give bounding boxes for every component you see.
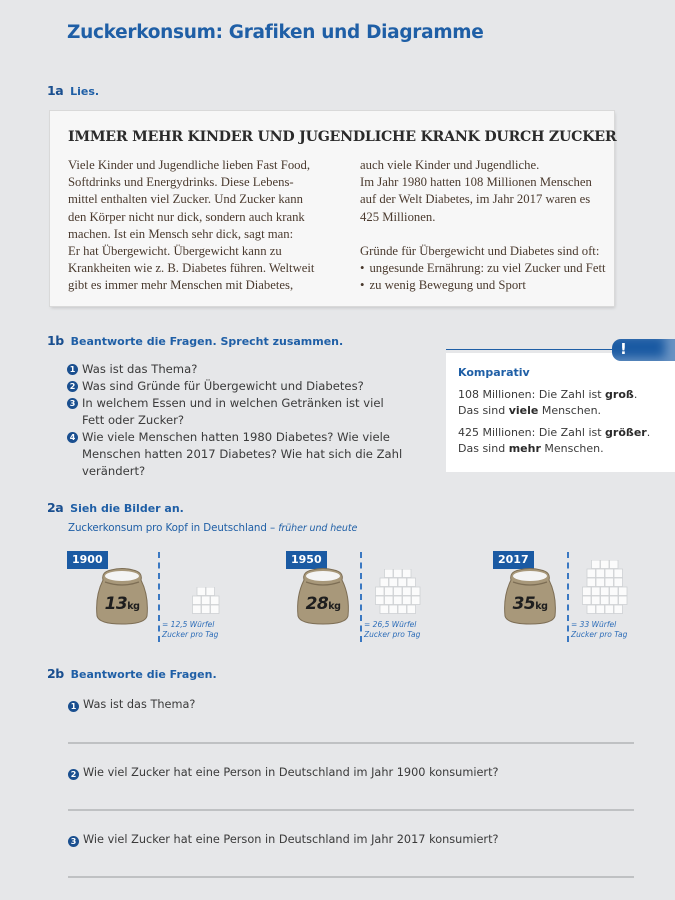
komparativ-title: Komparativ bbox=[458, 366, 530, 379]
reason-item: • zu wenig Bewegung und Sport bbox=[360, 277, 620, 294]
text: . bbox=[646, 426, 651, 439]
sugar-graphic-2017 bbox=[493, 549, 653, 644]
question-item bbox=[68, 766, 499, 780]
question-text: Was ist das Thema? bbox=[82, 362, 198, 376]
article-line: auf der Welt Diabetes, im Jahr 2017 waren es bbox=[360, 192, 591, 207]
sack-unit: kg bbox=[127, 601, 140, 612]
article-line: machen. Ist ein Mensch sehr dick, sagt man: bbox=[68, 226, 294, 241]
year-badge: 2017 bbox=[493, 551, 534, 569]
section-number: 2a bbox=[47, 500, 64, 515]
sugar-sack-icon bbox=[93, 566, 151, 626]
article-line: Viele Kinder und Jugendliche lieben Fast Food, bbox=[68, 158, 311, 172]
cube-caption-line: Zucker pro Tag bbox=[162, 630, 219, 639]
answer-line-3[interactable] bbox=[68, 876, 634, 878]
cube-caption bbox=[364, 620, 420, 640]
article-line: 425 Millionen. bbox=[360, 209, 436, 224]
sack-unit: kg bbox=[328, 601, 341, 612]
komparativ-example-1 bbox=[458, 387, 637, 419]
exclamation-icon bbox=[612, 339, 675, 361]
reasons-intro: Gründe für Übergewicht und Diabetes sind oft: bbox=[360, 243, 600, 258]
sugar-cubes-icon bbox=[368, 569, 428, 624]
sugar-cubes-icon bbox=[166, 587, 226, 624]
article-line: Er hat Übergewicht. Übergewicht kann zu bbox=[68, 244, 282, 259]
question-item bbox=[67, 378, 447, 395]
keyword: groß bbox=[605, 388, 634, 401]
text: Menschen. bbox=[538, 404, 602, 417]
sack-amount: 13 bbox=[104, 594, 128, 614]
question-text: Wie viele Menschen hatten 1980 Diabetes? Wie viele Menschen hatten 2017 Diabetes? Wie hat sich die Zahl verändert? bbox=[82, 430, 403, 478]
article-headline: IMMER MEHR KINDER UND JUGENDLICHE KRANK DURCH ZUCKER bbox=[68, 129, 617, 145]
answer-line-2[interactable] bbox=[68, 809, 634, 811]
question-text: Was sind Gründe für Übergewicht und Diabetes? bbox=[82, 379, 364, 393]
questions-1b bbox=[67, 361, 447, 480]
cube-caption-line: = 33 Würfel bbox=[571, 620, 617, 629]
question-text: Wie viel Zucker hat eine Person in Deutschland im Jahr 1900 konsumiert? bbox=[83, 766, 499, 779]
text: Das sind bbox=[458, 404, 509, 417]
reason-item: • ungesunde Ernährung: zu viel Zucker und Fett bbox=[360, 260, 620, 277]
keyword: viele bbox=[508, 404, 539, 417]
page-title: Zuckerkonsum: Grafiken und Diagramme bbox=[67, 22, 484, 43]
question-number-badge: 3 bbox=[67, 398, 78, 409]
question-number-badge: 1 bbox=[67, 364, 78, 375]
article-line: auch viele Kinder und Jugendliche. bbox=[360, 158, 540, 172]
question-number-badge: 2 bbox=[68, 769, 79, 780]
sack-unit: kg bbox=[535, 601, 548, 612]
sack-amount-label bbox=[501, 594, 559, 614]
text: Das sind bbox=[458, 442, 509, 455]
exclamation-symbol: ! bbox=[620, 340, 627, 358]
sugar-graphic-1900 bbox=[67, 549, 227, 644]
subtitle-main: Zuckerkonsum pro Kopf in Deutschland – bbox=[68, 522, 279, 534]
section-instruction: Beantworte die Fragen. Sprecht zusammen. bbox=[70, 335, 344, 348]
section-number: 2b bbox=[47, 666, 64, 681]
keyword: größer bbox=[605, 426, 647, 439]
sack-amount: 28 bbox=[305, 594, 329, 614]
sugar-sack-icon bbox=[294, 566, 352, 626]
article-left-column bbox=[68, 157, 358, 295]
komparativ-box bbox=[446, 353, 675, 472]
section-number: 1b bbox=[47, 333, 64, 348]
komparativ-example-2 bbox=[458, 425, 650, 457]
article-line: mittel enthalten viel Zucker. Und Zucker kann bbox=[68, 192, 303, 207]
sugar-graphic-1950 bbox=[286, 549, 446, 644]
dashed-divider bbox=[158, 552, 160, 642]
question-item bbox=[67, 361, 447, 378]
sack-amount-label bbox=[294, 594, 352, 614]
article-right-column bbox=[360, 157, 620, 294]
graphics-subtitle bbox=[68, 522, 357, 534]
question-item bbox=[68, 698, 195, 712]
question-item bbox=[67, 395, 447, 429]
article-line: gibt es immer mehr Menschen mit Diabetes, bbox=[68, 278, 294, 293]
question-number-badge: 3 bbox=[68, 836, 79, 847]
cube-caption-line: = 12,5 Würfel bbox=[162, 620, 215, 629]
section-2b-heading bbox=[47, 666, 217, 681]
cube-caption bbox=[162, 620, 218, 640]
question-text: In welchem Essen und in welchen Getränken ist viel Fett oder Zucker? bbox=[82, 396, 384, 427]
text: 425 Millionen: Die Zahl ist bbox=[458, 426, 606, 439]
question-item bbox=[68, 833, 499, 847]
cube-caption-line: = 26,5 Würfel bbox=[364, 620, 417, 629]
dashed-divider bbox=[360, 552, 362, 642]
section-instruction: Sieh die Bilder an. bbox=[70, 502, 184, 515]
section-2a-heading bbox=[47, 500, 184, 515]
text: 108 Millionen: Die Zahl ist bbox=[458, 388, 606, 401]
dashed-divider bbox=[567, 552, 569, 642]
cube-caption-line: Zucker pro Tag bbox=[364, 630, 421, 639]
article-line: Krankheiten wie z. B. Diabetes führen. Weltweit bbox=[68, 261, 315, 276]
article-line: Im Jahr 1980 hatten 108 Millionen Menschen bbox=[360, 175, 592, 190]
sugar-sack-icon bbox=[501, 566, 559, 626]
section-1b-heading bbox=[47, 333, 343, 348]
question-number-badge: 1 bbox=[68, 701, 79, 712]
article-box bbox=[50, 111, 617, 306]
section-1a-heading bbox=[47, 83, 99, 98]
keyword: mehr bbox=[508, 442, 541, 455]
text: Menschen. bbox=[540, 442, 604, 455]
cube-caption-line: Zucker pro Tag bbox=[571, 630, 628, 639]
question-number-badge: 4 bbox=[67, 432, 78, 443]
sugar-cubes-icon bbox=[575, 560, 635, 624]
article-line: Softdrinks und Energydrinks. Diese Lebens- bbox=[68, 175, 294, 190]
section-instruction: Beantworte die Fragen. bbox=[70, 668, 217, 681]
question-item bbox=[67, 429, 447, 480]
section-instruction: Lies. bbox=[70, 85, 100, 98]
sack-amount: 35 bbox=[512, 594, 536, 614]
question-text: Wie viel Zucker hat eine Person in Deutschland im Jahr 2017 konsumiert? bbox=[83, 833, 499, 846]
subtitle-italic: früher und heute bbox=[278, 523, 358, 534]
question-number-badge: 2 bbox=[67, 381, 78, 392]
text: . bbox=[633, 388, 638, 401]
article-line: den Körper nicht nur dick, sondern auch krank bbox=[68, 209, 305, 224]
sack-amount-label bbox=[93, 594, 151, 614]
year-badge: 1900 bbox=[67, 551, 108, 569]
question-text: Was ist das Thema? bbox=[83, 698, 196, 711]
divider bbox=[446, 349, 621, 350]
section-number: 1a bbox=[47, 83, 64, 98]
answer-line-1[interactable] bbox=[68, 742, 634, 744]
year-badge: 1950 bbox=[286, 551, 327, 569]
cube-caption bbox=[571, 620, 627, 640]
